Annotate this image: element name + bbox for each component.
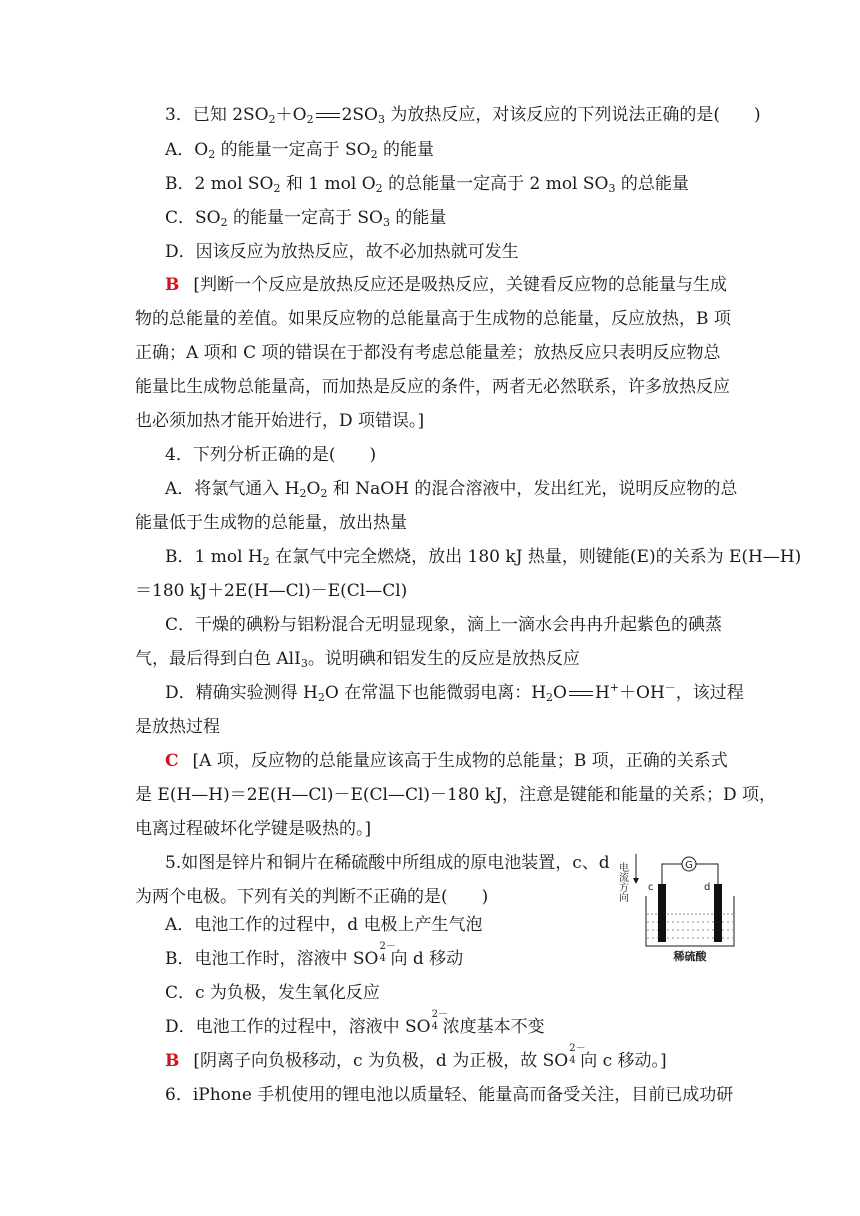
- sulfate-charge: 2－ 4: [569, 1043, 586, 1066]
- q4-option-b: B．1 mol $H_2$ 在氯气中完全燃烧，放出 180 kJ 热量，则键能(E)的关系为 E(H—H): [165, 547, 802, 568]
- current-direction-label: 电流方向: [616, 862, 628, 902]
- electrode-c-label: c: [648, 882, 654, 893]
- q4-option-a-cont: 能量低于生成物的总能量，放出热量: [135, 513, 407, 533]
- q3-option-c: C．$SO_2$ 的能量一定高于 $SO_3$ 的能量: [165, 208, 447, 229]
- q3-stem: 3．已知 $2SO_2+O_2$ $2SO_3$ 为放热反应，对该反应的下列说法正确的是( ): [165, 105, 761, 126]
- galvanometer-label: G: [685, 860, 693, 871]
- q4-option-c: C．干燥的碘粉与铝粉混合无明显现象，滴上一滴水会冉冉升起紫色的碘蒸: [165, 615, 723, 635]
- galvanic-cell-diagram: [616, 850, 742, 963]
- q4-explanation-line: 是 E(H—H)＝2E(H—Cl)－E(Cl—Cl)－180 kJ，注意是键能和能量的关系；D 项，: [135, 785, 777, 805]
- q4-option-a: A．将氯气通入 $H_2O_2$ 和 NaOH 的混合溶液中，发出红光，说明反应物的总: [165, 479, 738, 500]
- q5-option-d: D．电池工作的过程中，溶液中 SO 2－ 4 浓度基本不变: [165, 1009, 545, 1037]
- equals-sign: [567, 690, 595, 698]
- q5-stem: 5.如图是锌片和铜片在稀硫酸中所组成的原电池装置，c、d: [165, 853, 610, 873]
- electrode-d-label: d: [704, 882, 711, 893]
- q4-stem: 4．下列分析正确的是( ): [165, 445, 377, 465]
- q5-answer: B: [165, 1051, 180, 1071]
- q4-option-c-cont: 气，最后得到白色 AlI$_3$。说明碘和铝发生的反应是放热反应: [135, 649, 580, 670]
- q4-option-d-cont: 是放热过程: [135, 717, 220, 737]
- q4-option-b-cont: ＝180 kJ＋2E(H—Cl)－E(Cl—Cl): [135, 581, 408, 601]
- q5-option-c: C．c 为负极，发生氧化反应: [165, 983, 380, 1003]
- q6-stem: 6．iPhone 手机使用的锂电池以质量轻、能量高而备受关注，目前已成功研: [165, 1085, 734, 1105]
- q5-option-b: B．电池工作时，溶液中 SO 2－ 4 向 d 移动: [165, 941, 464, 969]
- q4-explanation-line: 电离过程破坏化学键是吸热的。]: [135, 819, 372, 839]
- q4-option-d: D．精确实验测得 $H_2O$ 在常温下也能微弱电离：$H_2O$ H+＋OH－，该过程: [165, 681, 744, 704]
- q3-explanation-line: 能量比生成物总能量高，而加热是反应的条件，两者无必然联系，许多放热反应: [135, 377, 730, 397]
- q3-explanation-line: 也必须加热才能开始进行，D 项错误。]: [135, 411, 425, 431]
- q3-explanation-line: 正确；A 项和 C 项的错误在于都没有考虑总能量差；放热反应只表明反应物总: [135, 343, 721, 363]
- current-arrow-head: [633, 878, 639, 884]
- sulfate-charge: 2－ 4: [431, 1009, 448, 1032]
- electrode-d: [714, 884, 722, 942]
- q3-option-d: D．因该反应为放热反应，故不必加热就可发生: [165, 242, 519, 262]
- electrode-c: [658, 884, 666, 942]
- q4-explanation: C [A 项，反应物的总能量应该高于生成物的总能量；B 项，正确的关系式: [165, 751, 728, 771]
- q3-explanation: B [判断一个反应是放热反应还是吸热反应，关键看反应物的总能量与生成: [165, 275, 728, 295]
- sulfate-charge: 2－ 4: [379, 941, 396, 964]
- solution-label: 稀硫酸: [673, 950, 707, 963]
- q3-answer: B: [165, 275, 180, 295]
- q3-explanation-line: 物的总能量的差值。如果反应物的总能量高于生成物的总能量，反应放热，B 项: [135, 309, 731, 329]
- q4-answer: C: [165, 751, 179, 771]
- q3-option-b: B．2 mol $SO_2$ 和 1 mol $O_2$ 的总能量一定高于 2 mol $SO_3$ 的总能量: [165, 174, 689, 195]
- q5-stem-cont: 为两个电极。下列有关的判断不正确的是( ): [135, 887, 489, 907]
- q5-option-a: A．电池工作的过程中，d 电极上产生气泡: [165, 915, 483, 935]
- q5-explanation: B [阴离子向负极移动，c 为负极，d 为正极，故 SO 2－ 4 向 c 移动。]: [165, 1043, 667, 1071]
- equals-sign: [314, 112, 342, 120]
- q3-option-a: A．$O_2$ 的能量一定高于 $SO_2$ 的能量: [165, 140, 435, 161]
